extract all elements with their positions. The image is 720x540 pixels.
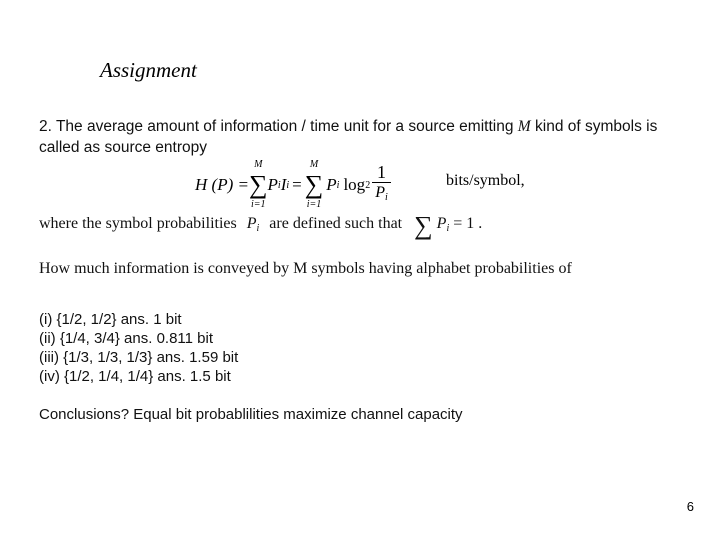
sum-symbol-1: ∑ M i=1 [248, 159, 268, 210]
where-text-2: are defined such that [269, 215, 403, 232]
sum-symbol-2: ∑ M i=1 [304, 159, 324, 210]
page-number: 6 [686, 499, 694, 514]
where-text-1: where the symbol probabilities [39, 215, 237, 232]
where-symbol: P [246, 215, 257, 232]
item-number: 2. [39, 118, 52, 135]
where-sum-symbol: ∑ [414, 211, 433, 240]
where-equals: = 1 . [453, 215, 483, 232]
formula-units: bits/symbol, [446, 172, 525, 189]
list-item: (ii) {1/4, 3/4} ans. 0.811 bit [39, 330, 214, 347]
fraction [372, 162, 391, 208]
term-i-sub: i [286, 179, 290, 191]
variable-m: M [517, 118, 531, 135]
where-sum-term-sub: i [446, 223, 450, 234]
intro-paragraph [39, 116, 699, 158]
where-line [39, 213, 482, 239]
list-item: (i) {1/2, 1/2} ans. 1 bit [39, 311, 182, 328]
fraction-numerator: 1 [376, 162, 386, 182]
equals-sign: = [292, 175, 302, 194]
frac-den-sub: i [384, 192, 388, 203]
log-function: log [343, 175, 366, 194]
entropy-formula [195, 160, 393, 210]
list-item: (iv) {1/2, 1/4, 1/4} ans. 1.5 bit [39, 368, 231, 385]
fraction-denominator [372, 182, 391, 208]
term-p-sub: i [277, 179, 281, 191]
term-p: P [267, 175, 278, 194]
sum1-lower: i=1 [250, 199, 266, 210]
frac-den-p: P [375, 184, 385, 201]
formula-lhs: H (P) = [195, 175, 249, 194]
slide-title: Assignment [100, 58, 197, 82]
question-text: How much information is conveyed by M symbols having alphabet probabilities of [39, 260, 572, 277]
log-base: 2 [365, 179, 371, 191]
term2-p: P [326, 175, 337, 194]
conclusion-text: Conclusions? Equal bit probablilities maximize channel capacity [39, 406, 463, 423]
intro-text-before: The average amount of information / time unit for a source emitting [55, 118, 514, 135]
where-symbol-sub: i [256, 223, 260, 234]
probability-list [39, 310, 238, 386]
sum2-upper: M [309, 159, 319, 170]
intro-text-after: kind of symbols is called as source entropy [39, 118, 658, 156]
sum1-upper: M [254, 159, 263, 170]
term-i: I [280, 175, 287, 194]
where-sum-term: P [436, 215, 447, 232]
sum2-lower: i=1 [306, 199, 322, 210]
term2-p-sub: i [336, 179, 340, 191]
list-item: (iii) {1/3, 1/3, 1/3} ans. 1.59 bit [39, 349, 239, 366]
